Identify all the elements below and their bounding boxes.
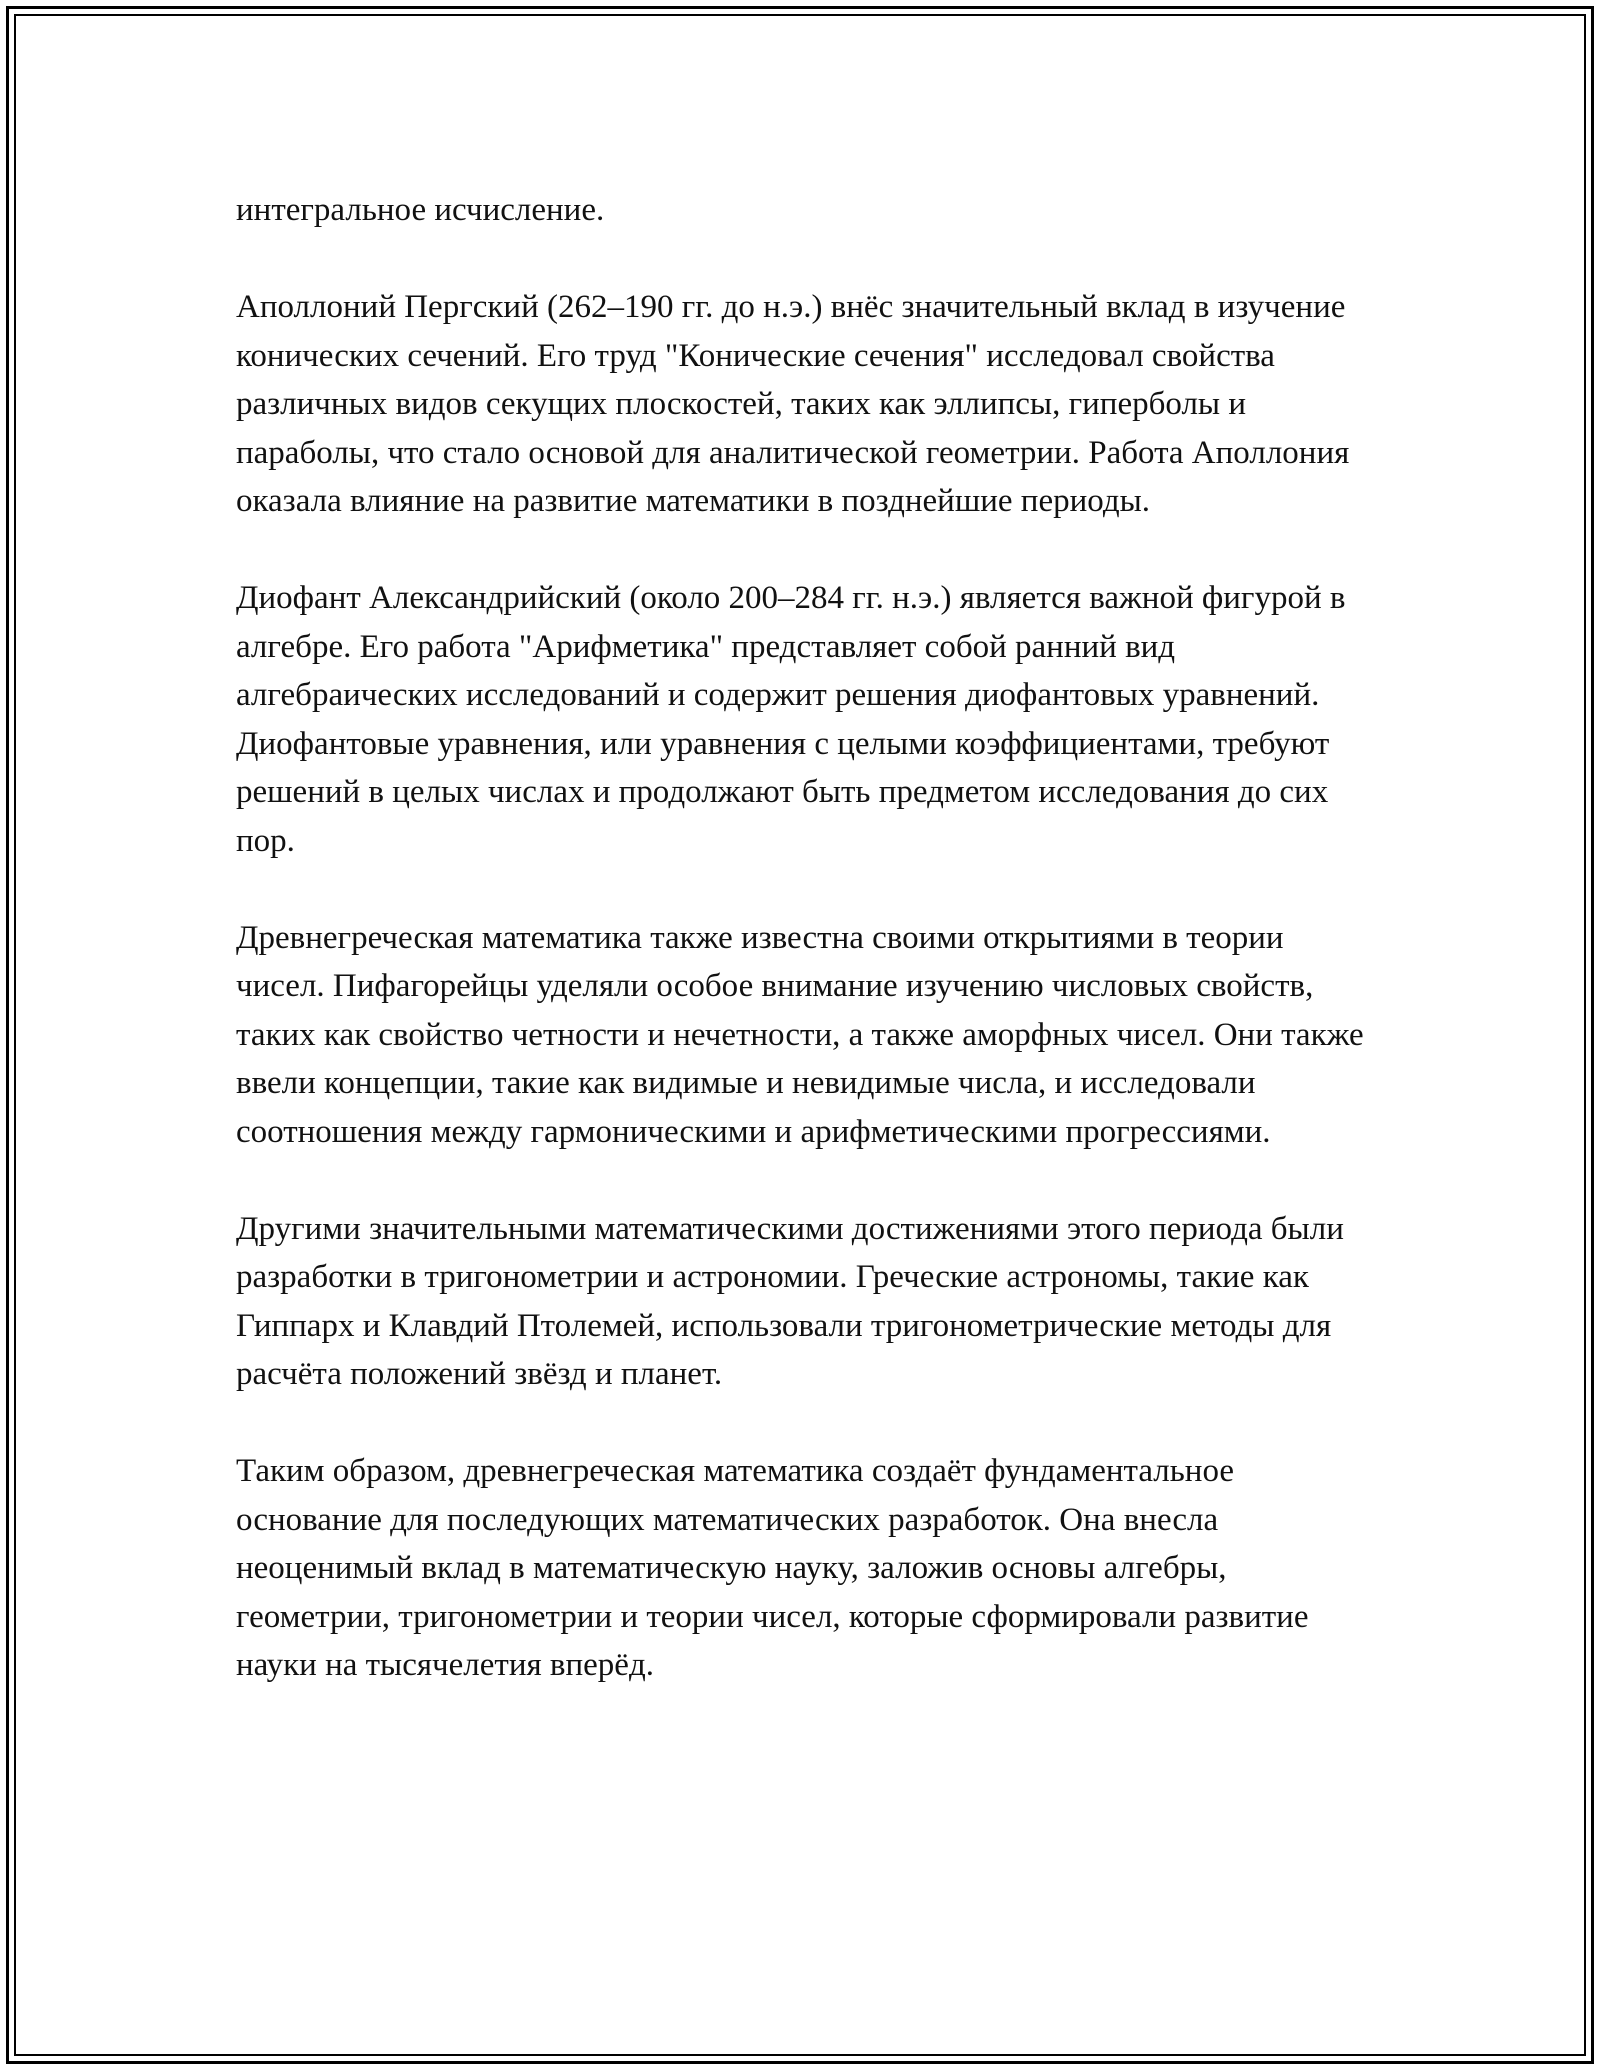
paragraph-conclusion: Таким образом, древнегреческая математика создаёт фундаментальное основание для последующих математических разработок. Она внесла неоценимый вклад в математическую науку, заложив основы алгебры, геометрии, тригонометрии и теории чисел, которые сформировали развитие науки на тысячелетия вперёд.: [236, 1453, 1309, 1683]
document-body: [236, 186, 1376, 1738]
paragraph-apollonius: Аполлоний Пергский (262–190 гг. до н.э.) внёс значительный вклад в изучение конических сечений. Его труд "Конические сечения" исследовал свойства различных видов секущих плоскостей, таких как эллипсы, гиперболы и параболы, что стало основой для аналитической геометрии. Работа Аполлония оказала влияние на развитие математики в позднейшие периоды.: [236, 289, 1350, 519]
paragraph-trigonometry: Другими значительными математическими достижениями этого периода были разработки в тригонометрии и астрономии. Греческие астрономы, такие как Гиппарх и Клавдий Птолемей, использовали тригонометрические методы для расчёта положений звёзд и планет.: [236, 1210, 1344, 1392]
paragraph-diophantus: Диофант Александрийский (около 200–284 гг. н.э.) является важной фигурой в алгебре. Его работа "Арифметика" представляет собой ранний вид алгебраических исследований и содержит решения диофантовых уравнений. Диофантовые уравнения, или уравнения с целыми коэффициентами, требуют решений в целых числах и продолжают быть предметом исследования до сих пор.: [236, 580, 1346, 859]
paragraph-continuation: интегральное исчисление.: [236, 192, 605, 228]
paragraph-number-theory: Древнегреческая математика также известна своими открытиями в теории чисел. Пифагорейцы уделяли особое внимание изучению числовых свойств, таких как свойство четности и нечетности, а также аморфных чисел. Они также ввели концепции, такие как видимые и невидимые числа, и исследовали соотношения между гармоническими и арифметическими прогрессиями.: [236, 919, 1364, 1150]
